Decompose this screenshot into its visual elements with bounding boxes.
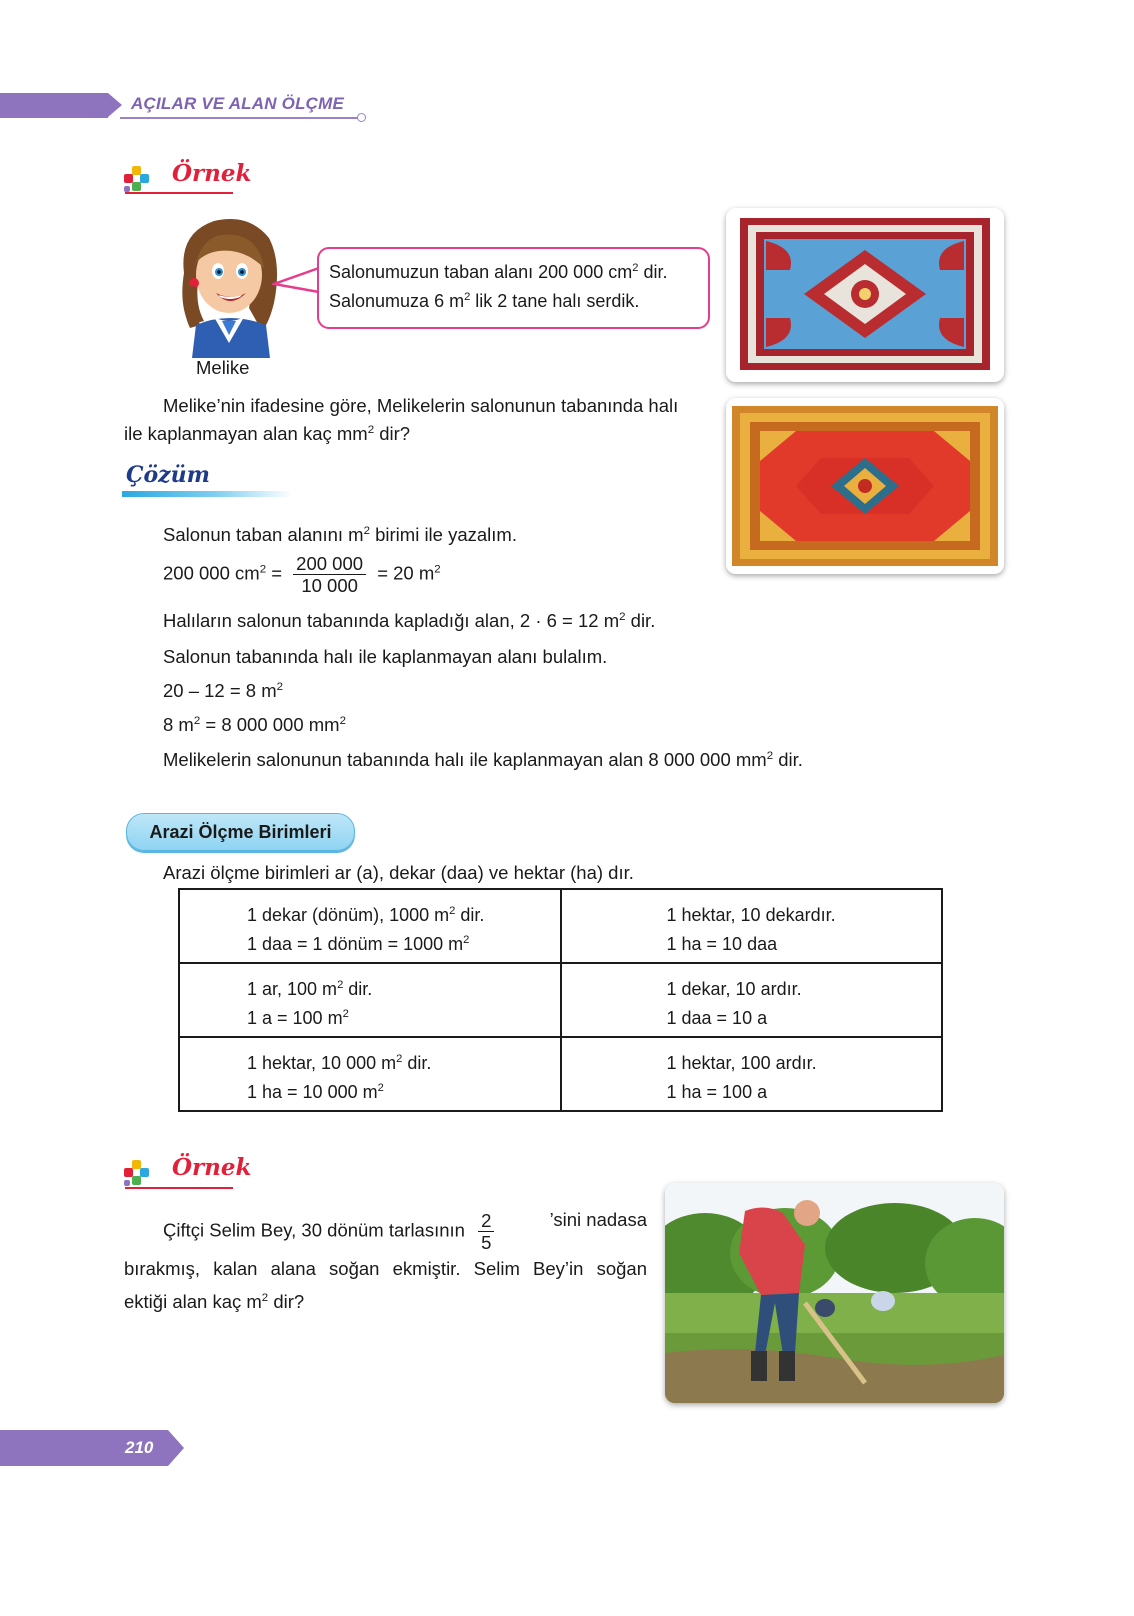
rug-photo-1 [726,208,1004,382]
header-underline [120,117,358,119]
page-number: 210 [125,1438,154,1457]
solution-line-5: 20 – 12 = 8 $m^2$ [163,680,284,701]
cubes-icon [124,1160,154,1188]
example2-line-2: bırakmış, kalan alana soğan ekmiştir. Selim Bey’in soğan [124,1258,647,1279]
question-line-1: Melike’nin ifadesine göre, Melikelerin salonunun tabanında halı [163,395,679,416]
solution-heading-underline [122,491,292,497]
chapter-title: AÇILAR VE ALAN ÖLÇME [131,94,345,113]
header-bar [0,93,108,118]
table-cell: 1 dekar, 10 ardır. 1 daa = 10 a [561,963,943,1037]
example2-line-3: ektiği alan kaç $m^2$ dir? [124,1291,305,1312]
solution-heading: Çözüm [126,462,210,488]
farmer-photo [665,1183,1004,1403]
rug-photo-2 [726,398,1004,574]
units-table [178,888,943,1112]
conversion-fraction: $\frac{200 000}{10 000}$ [293,553,366,596]
speech-tail [272,262,320,302]
table-cell: 1 hektar, 100 ardır. 1 ha = 100 a [561,1037,943,1111]
table-cell: 1 ar, 100 $m^2$ dir. 1 a = 100 $m^2$ [179,963,561,1037]
solution-line-7: Melikelerin salonunun tabanında halı ile kaplanmayan alan 8 000 000 $mm^2$ dir. [163,749,803,770]
table-cell: 1 hektar, 10 000 $m^2$ dir. 1 ha = 10 000 $m^2$ [179,1037,561,1111]
example-heading: Örnek [172,160,252,187]
example-heading-underline [125,1187,233,1189]
example-heading: Örnek [172,1154,252,1181]
speech-line-2: Salonumuza 6 $m^2$ lik 2 tane halı serdik. [329,291,640,311]
table-row [179,1037,942,1111]
solution-line-6: 8 $m^2 = 8$ 000 000 $mm^2$ [163,714,346,735]
page-number-arrow [168,1430,184,1466]
units-section-title: Arazi Ölçme Birimleri [126,813,355,851]
speech-bubble [317,247,710,329]
table-row [179,963,942,1037]
solution-line-4: Salonun tabanında halı ile kaplanmayan alanı bulalım. [163,646,608,667]
solution-line-1: Salonun taban alanını $m^2$ birimi ile yazalım. [163,524,517,545]
example2-fraction: $\frac{2}{5}$ [478,1210,494,1253]
question-line-2: ile kaplanmayan alan kaç $mm^2$ dir? [124,423,411,444]
table-cell: 1 dekar (dönüm), 1000 $m^2$ dir. 1 daa = 1 dönüm = 1000 $m^2$ [179,889,561,963]
solution-line-3: Halıların salonun tabanında kapladığı alan, 2 · 6 = 12 $m^2$ dir. [163,610,656,631]
cubes-icon [124,166,154,194]
header-arrow [108,93,122,117]
girl-illustration [174,213,284,358]
solution-conversion: 200 000 $cm^2$ = $\frac{200 000}{10 000}$ = 20 $m^2$ [163,553,441,596]
header-dot [357,113,366,122]
example-heading-underline [125,192,233,194]
table-cell: 1 hektar, 10 dekardır. 1 ha = 10 daa [561,889,943,963]
example2-line-1: Çiftçi Selim Bey, 30 dönüm tarlasının $\frac{2}{5}$ ’sini nadasa [163,1209,647,1253]
units-intro: Arazi ölçme birimleri ar (a), dekar (daa) ve hektar (ha) dır. [163,862,634,883]
table-row [179,889,942,963]
character-name: Melike [196,357,250,378]
speech-line-1: Salonumuzun taban alanı 200 000 $cm^2$ dir. [329,262,668,282]
